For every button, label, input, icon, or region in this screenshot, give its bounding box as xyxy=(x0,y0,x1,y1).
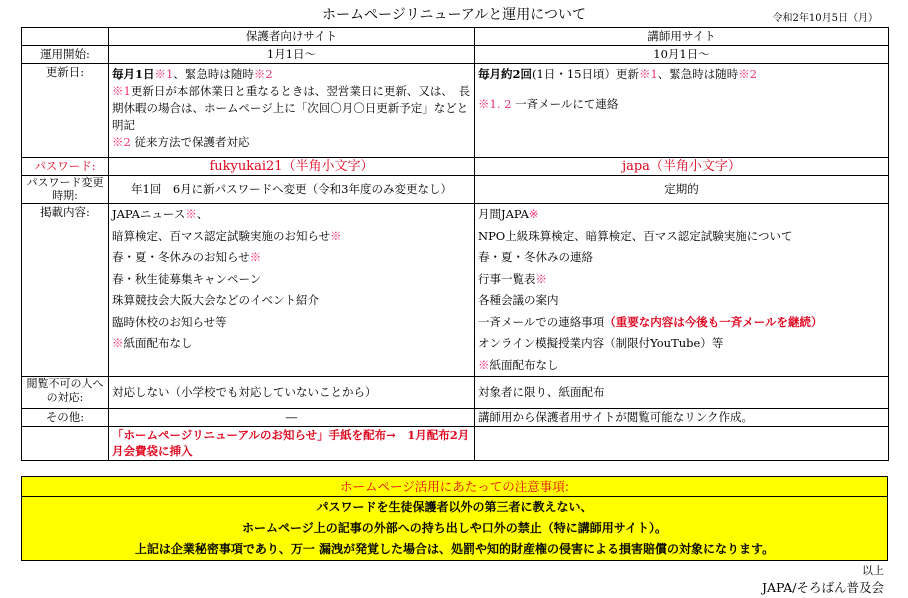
notice-line: 上記は企業秘密事項であり、万一 漏洩が発覚した場合は、処罰や知的財産権の侵害による損害賠償の対象になります。 xyxy=(134,542,775,556)
list-item: 月間JAPA※ xyxy=(478,207,539,221)
label-password: パスワード: xyxy=(22,158,109,176)
parent-other: ― xyxy=(109,409,475,427)
list-item: ※紙面配布なし xyxy=(112,336,193,350)
teacher-update-freq: 毎月約2回 xyxy=(478,67,533,81)
row-content xyxy=(22,204,889,377)
parent-update-mid: 、緊急時は随時 xyxy=(173,67,254,81)
teacher-password: japa（半角小文字） xyxy=(475,158,889,176)
parent-update-note1: 更新日が本部休業日と重なるときは、翌営業日に更新、又は、 長期休暇の場合は、ホームページ上に「次回〇月〇日更新予定」などと明記 xyxy=(112,84,471,132)
list-item: NPO上級珠算検定、暗算検定、百マス認定試験実施について xyxy=(478,228,793,243)
notice-heading: ホームページ活用にあたっての注意事項: xyxy=(22,477,887,497)
note-mark: ※1 xyxy=(638,67,658,81)
label-other: その他: xyxy=(22,409,109,427)
header-parent-site: 保護者向けサイト xyxy=(109,28,475,46)
row-other xyxy=(22,409,889,427)
teacher-content xyxy=(475,204,889,377)
footer-org: JAPA/そろばん普及会 xyxy=(761,580,884,595)
note-mark: ※2 xyxy=(253,67,273,81)
list-item: ※紙面配布なし xyxy=(478,357,559,372)
label-pw-change: パスワード変更 時期: xyxy=(22,176,109,204)
page-title: ホームページリニューアルと運用について xyxy=(322,7,586,23)
parent-update xyxy=(109,64,475,158)
teacher-pw-change: 定期的 xyxy=(475,176,889,204)
comparison-table xyxy=(21,27,889,461)
header-row xyxy=(22,28,889,46)
blank-cell xyxy=(22,427,109,461)
header-blank xyxy=(22,28,109,46)
note-mark: ※1 xyxy=(112,84,131,98)
teacher-update xyxy=(475,64,889,158)
row-password xyxy=(22,158,889,176)
note-mark: ※1 xyxy=(154,67,174,81)
teacher-other: 講師用から保護者用サイトが閲覧可能なリンク作成。 xyxy=(475,409,889,427)
row-start xyxy=(22,46,889,64)
teacher-update-paren: (1日・15日頃）更新 xyxy=(532,67,639,81)
notice-line: パスワードを生徒保護者以外の第三者に教えない、 xyxy=(316,500,593,514)
header-teacher-site: 講師用サイト xyxy=(475,28,889,46)
note-mark: ※1. 2 xyxy=(478,97,512,111)
label-content: 掲載内容: xyxy=(22,204,109,377)
notice-line: ホームページ上の記事の外部への持ち出しや口外の禁止（特に講師用サイト）。 xyxy=(242,521,667,535)
parent-password: fukyukai21（半角小文字） xyxy=(109,158,475,176)
list-item: 春・秋生徒募集キャンペーン xyxy=(112,271,262,286)
note-mark: ※2 xyxy=(738,67,758,81)
footer-end: 以上 xyxy=(862,564,884,577)
list-item: 一斉メールでの連絡事項（重要な内容は今後も一斉メールを継続） xyxy=(478,314,823,329)
teacher-no-view: 対象者に限り、紙面配布 xyxy=(475,377,889,409)
label-start: 運用開始: xyxy=(22,46,109,64)
row-other-extra xyxy=(22,427,889,461)
list-item: 臨時休校のお知らせ等 xyxy=(112,314,227,329)
parent-content xyxy=(109,204,475,377)
notice-box xyxy=(21,476,888,561)
document-date: 令和2年10月5日（月） xyxy=(772,13,878,24)
teacher-start: 10月1日～ xyxy=(475,46,889,64)
teacher-update-note: 一斉メールにて連絡 xyxy=(515,97,619,111)
label-update: 更新日: xyxy=(22,64,109,158)
list-item: オンライン模擬授業内容（制限付YouTube）等 xyxy=(478,336,724,350)
row-pw-change xyxy=(22,176,889,204)
label-no-view: 閲覧不可の人への対応: xyxy=(22,377,109,409)
blank-cell xyxy=(475,427,889,461)
teacher-update-mid: 、緊急時は随時 xyxy=(657,67,739,81)
row-update xyxy=(22,64,889,158)
parent-update-note2: 従来方法で保護者対応 xyxy=(134,135,250,149)
list-item: 行事一覧表※ xyxy=(478,271,547,286)
list-item: 珠算競技会大阪大会などのイベント紹介 xyxy=(112,293,319,307)
list-item: JAPAニュース※、 xyxy=(112,207,209,221)
parent-other-extra: 「ホームページリニューアルのお知らせ」手紙を配布→ 1月配布2月月会費袋に挿入 xyxy=(109,427,475,461)
parent-start: 1月1日～ xyxy=(109,46,475,64)
list-item: 春・夏・冬休みのお知らせ※ xyxy=(112,250,262,264)
note-mark: ※2 xyxy=(112,135,131,149)
list-item: 各種会議の案内 xyxy=(478,293,559,307)
row-no-view xyxy=(22,377,889,409)
parent-no-view: 対応しない（小学校でも対応していないことから） xyxy=(109,377,475,409)
parent-update-freq: 毎月1日 xyxy=(112,67,155,81)
list-item: 春・夏・冬休みの連絡 xyxy=(478,250,593,264)
list-item: 暗算検定、百マス認定試験実施のお知らせ※ xyxy=(112,228,342,243)
parent-pw-change: 年1回 6月に新パスワードへ変更（令和3年度のみ変更なし） xyxy=(109,176,475,204)
